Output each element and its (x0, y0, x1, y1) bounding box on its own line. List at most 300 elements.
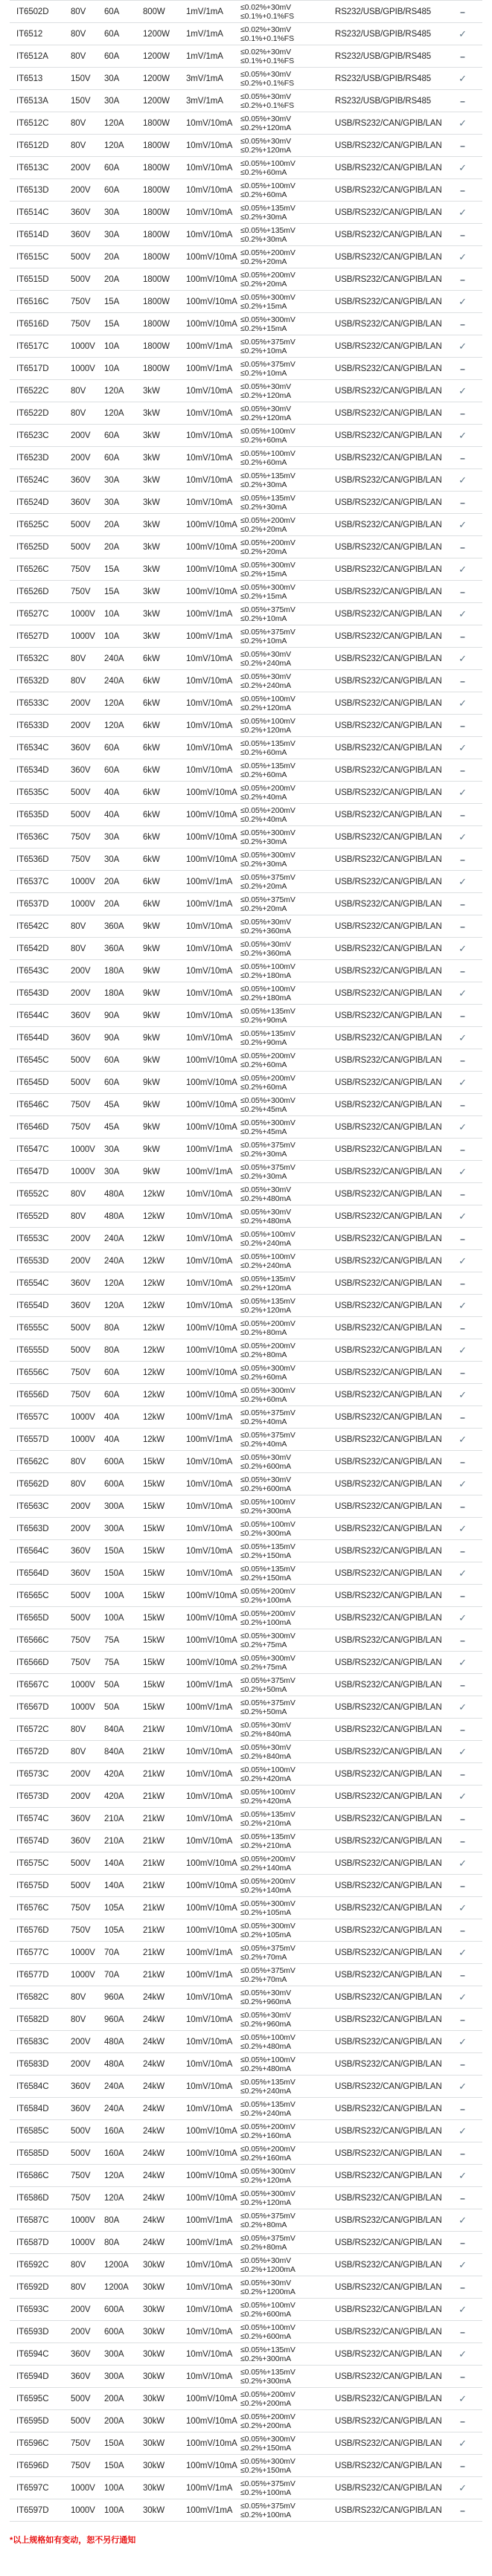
voltage-cell: 750V (71, 2461, 91, 2470)
accuracy-cell (240, 2366, 335, 2388)
accuracy-line: ≤0.2%+120mA (240, 703, 291, 712)
accuracy-cell (240, 1295, 335, 1317)
check-icon: ✓ (459, 206, 467, 218)
standard-cell (443, 1942, 482, 1964)
accuracy-line: ≤0.2%+60mA (240, 1082, 287, 1092)
accuracy-line: ≤0.2%+140mA (240, 1863, 291, 1873)
power-cell: 24kW (143, 1992, 164, 2002)
accuracy-cell (240, 1919, 335, 1942)
current-cell: 840A (104, 1747, 124, 1756)
current-cell: 100A (104, 1591, 124, 1600)
dash-icon: – (460, 675, 465, 686)
table-row (10, 2499, 482, 2522)
current-cell: 60A (104, 1368, 120, 1377)
table-row (10, 826, 482, 849)
accuracy-cell (240, 1964, 335, 1986)
interfaces-cell: USB/RS232/CAN/GPIB/LAN (335, 1501, 442, 1511)
accuracy-line: ≤0.05%+135mV (240, 1274, 295, 1284)
model-cell: IT6537C (16, 877, 49, 886)
standard-cell (443, 1049, 482, 1072)
interfaces-cell: USB/RS232/CAN/GPIB/LAN (335, 564, 442, 574)
table-row (10, 492, 482, 514)
resolution-cell: 10mV/10mA (186, 2305, 233, 2314)
accuracy-line: ≤0.05%+300mV (240, 315, 295, 324)
model-cell: IT6514D (16, 230, 49, 239)
current-cell: 480A (104, 2059, 124, 2069)
table-row (10, 2142, 482, 2165)
accuracy-line: ≤0.05%+30mV (240, 114, 291, 123)
accuracy-line: ≤0.05%+100mV (240, 158, 295, 168)
voltage-cell: 500V (71, 1055, 91, 1065)
accuracy-cell (240, 1317, 335, 1339)
check-icon: ✓ (459, 1478, 467, 1490)
accuracy-line: ≤0.2%+60mA (240, 457, 287, 467)
model-cell: IT6563D (16, 1524, 49, 1533)
table-row (10, 2187, 482, 2209)
standard-cell (443, 68, 482, 90)
standard-cell (443, 2009, 482, 2031)
interfaces-cell: USB/RS232/CAN/GPIB/LAN (335, 1412, 442, 1422)
voltage-cell: 1000V (71, 2238, 95, 2247)
table-row (10, 670, 482, 692)
power-cell: 21kW (143, 1769, 164, 1779)
model-cell: IT6542C (16, 921, 49, 931)
accuracy-cell (240, 1049, 335, 1072)
standard-cell (443, 1272, 482, 1295)
accuracy-cell (240, 1406, 335, 1429)
standard-cell (443, 1719, 482, 1741)
power-cell: 9kW (143, 921, 160, 931)
interfaces-cell: RS232/USB/GPIB/RS485 (335, 29, 432, 39)
current-cell: 100A (104, 2505, 124, 2515)
model-cell: IT6552C (16, 1189, 49, 1199)
accuracy-cell (240, 536, 335, 558)
power-cell: 6kW (143, 832, 160, 842)
current-cell: 160A (104, 2126, 124, 2136)
dash-icon: – (460, 898, 465, 909)
current-cell: 480A (104, 1189, 124, 1199)
resolution-cell: 100mV/10mA (186, 2416, 237, 2426)
current-cell: 60A (104, 765, 120, 775)
accuracy-cell (240, 1562, 335, 1585)
table-row (10, 1183, 482, 1205)
accuracy-line: ≤0.2%+240mA (240, 2086, 291, 2096)
power-cell: 12kW (143, 1189, 164, 1199)
check-icon: ✓ (459, 2169, 467, 2181)
current-cell: 20A (104, 252, 120, 262)
standard-cell (443, 2187, 482, 2209)
model-cell: IT6596C (16, 2438, 49, 2448)
standard-cell (443, 581, 482, 603)
power-cell: 15kW (143, 1568, 164, 1578)
standard-cell (443, 1652, 482, 1674)
interfaces-cell: USB/RS232/CAN/GPIB/LAN (335, 2015, 442, 2024)
accuracy-cell (240, 1250, 335, 1272)
interfaces-cell: USB/RS232/CAN/GPIB/LAN (335, 921, 442, 931)
current-cell: 150A (104, 1568, 124, 1578)
standard-cell (443, 45, 482, 68)
accuracy-line: ≤0.05%+135mV (240, 225, 295, 235)
check-icon: ✓ (459, 2258, 467, 2270)
model-cell: IT6575C (16, 1858, 49, 1868)
accuracy-line: ≤0.2%+50mA (240, 1684, 287, 1694)
resolution-cell: 100mV/1mA (186, 341, 233, 351)
dash-icon: – (460, 1099, 465, 1110)
dash-icon: – (460, 1835, 465, 1846)
interfaces-cell: USB/RS232/CAN/GPIB/LAN (335, 2059, 442, 2069)
accuracy-line: ≤0.2%+300mA (240, 1506, 291, 1516)
accuracy-cell (240, 447, 335, 469)
model-cell: IT6513C (16, 163, 49, 173)
standard-cell (443, 1228, 482, 1250)
accuracy-line: ≤0.2%+240mA (240, 658, 291, 668)
model-cell: IT6555D (16, 1345, 49, 1355)
resolution-cell: 10mV/10mA (186, 1011, 233, 1020)
current-cell: 20A (104, 520, 120, 529)
accuracy-cell (240, 715, 335, 737)
resolution-cell: 10mV/10mA (186, 2081, 233, 2091)
model-cell: IT6512C (16, 118, 49, 128)
accuracy-line: ≤0.05%+100mV (240, 716, 295, 726)
interfaces-cell: USB/RS232/CAN/GPIB/LAN (335, 498, 442, 507)
power-cell: 3kW (143, 609, 160, 619)
model-cell: IT6582D (16, 2015, 49, 2024)
accuracy-line: ≤0.2%+200mA (240, 2421, 291, 2430)
power-cell: 3kW (143, 386, 160, 396)
table-row (10, 425, 482, 447)
current-cell: 45A (104, 1122, 120, 1132)
model-cell: IT6532C (16, 654, 49, 663)
resolution-cell: 100mV/1mA (186, 1948, 233, 1957)
check-icon: ✓ (459, 2392, 467, 2404)
standard-cell (443, 982, 482, 1005)
table-row (10, 1339, 482, 1362)
table-row (10, 915, 482, 938)
resolution-cell: 10mV/10mA (186, 475, 233, 485)
standard-cell (443, 1161, 482, 1183)
dash-icon: – (460, 452, 465, 463)
resolution-cell: 100mV/10mA (186, 274, 237, 284)
accuracy-line: ≤0.05%+100mV (240, 694, 295, 703)
standard-cell (443, 380, 482, 402)
table-row (10, 804, 482, 826)
standard-cell (443, 960, 482, 982)
table-row (10, 759, 482, 782)
current-cell: 120A (104, 721, 124, 730)
accuracy-cell (240, 1986, 335, 2009)
current-cell: 50A (104, 1680, 120, 1690)
model-cell: IT6535D (16, 810, 49, 820)
model-cell: IT6566C (16, 1635, 49, 1645)
model-cell: IT6534D (16, 765, 49, 775)
voltage-cell: 500V (71, 2148, 91, 2158)
table-row (10, 1763, 482, 1786)
accuracy-cell (240, 871, 335, 893)
model-cell: IT6562C (16, 1457, 49, 1466)
check-icon: ✓ (459, 2482, 467, 2493)
accuracy-cell (240, 1518, 335, 1540)
accuracy-line: ≤0.2%+10mA (240, 636, 287, 645)
power-cell: 9kW (143, 966, 160, 976)
interfaces-cell: USB/RS232/CAN/GPIB/LAN (335, 877, 442, 886)
accuracy-cell (240, 2254, 335, 2276)
table-row (10, 558, 482, 581)
voltage-cell: 750V (71, 832, 91, 842)
voltage-cell: 1000V (71, 2505, 95, 2515)
accuracy-line: ≤0.05%+200mV (240, 2389, 295, 2399)
accuracy-cell (240, 938, 335, 960)
accuracy-cell (240, 2499, 335, 2522)
voltage-cell: 200V (71, 1234, 91, 1243)
voltage-cell: 1000V (71, 609, 95, 619)
accuracy-line: ≤0.2%+70mA (240, 1952, 287, 1962)
check-icon: ✓ (459, 1165, 467, 1177)
table-row (10, 2321, 482, 2343)
interfaces-cell: USB/RS232/CAN/GPIB/LAN (335, 163, 442, 173)
standard-cell (443, 1875, 482, 1897)
accuracy-line: ≤0.2%+15mA (240, 591, 287, 601)
table-row (10, 715, 482, 737)
voltage-cell: 750V (71, 1658, 91, 1667)
accuracy-cell (240, 1652, 335, 1674)
voltage-cell: 1000V (71, 1970, 95, 1980)
standard-cell (443, 1295, 482, 1317)
interfaces-cell: USB/RS232/CAN/GPIB/LAN (335, 1479, 442, 1489)
voltage-cell: 750V (71, 1925, 91, 1935)
voltage-cell: 200V (71, 2327, 91, 2337)
voltage-cell: 1000V (71, 877, 95, 886)
standard-cell (443, 871, 482, 893)
model-cell: IT6595C (16, 2394, 49, 2403)
power-cell: 21kW (143, 1925, 164, 1935)
current-cell: 60A (104, 1055, 120, 1065)
power-cell: 9kW (143, 1078, 160, 1087)
accuracy-line: ≤0.2%+75mA (240, 1640, 287, 1649)
resolution-cell: 10mV/10mA (186, 676, 233, 686)
model-cell: IT6563C (16, 1501, 49, 1511)
accuracy-line: ≤0.2%+20mA (240, 904, 287, 913)
resolution-cell: 100mV/10mA (186, 542, 237, 552)
voltage-cell: 80V (71, 141, 86, 150)
standard-cell (443, 1116, 482, 1139)
dash-icon: – (460, 1590, 465, 1601)
current-cell: 60A (104, 7, 120, 16)
standard-cell (443, 2366, 482, 2388)
accuracy-line: ≤0.05%+300mV (240, 1921, 295, 1931)
power-cell: 6kW (143, 765, 160, 775)
resolution-cell: 100mV/10mA (186, 810, 237, 820)
accuracy-line: ≤0.2%+20mA (240, 547, 287, 556)
dash-icon: – (460, 2326, 465, 2337)
standard-cell (443, 1986, 482, 2009)
current-cell: 480A (104, 1211, 124, 1221)
accuracy-cell (240, 1027, 335, 1049)
interfaces-cell: USB/RS232/CAN/GPIB/LAN (335, 431, 442, 440)
voltage-cell: 500V (71, 542, 91, 552)
power-cell: 15kW (143, 1680, 164, 1690)
standard-cell (443, 1317, 482, 1339)
accuracy-line: ≤0.05%+135mV (240, 1564, 295, 1574)
accuracy-line: ≤0.2%+150mA (240, 1551, 291, 1560)
dash-icon: – (460, 1501, 465, 1512)
interfaces-cell: USB/RS232/CAN/GPIB/LAN (335, 1769, 442, 1779)
dash-icon: – (460, 965, 465, 976)
accuracy-cell (240, 849, 335, 871)
dash-icon: – (460, 140, 465, 151)
model-cell: IT6577C (16, 1948, 49, 1957)
accuracy-line: ≤0.2%+300mA (240, 2376, 291, 2386)
voltage-cell: 750V (71, 297, 91, 306)
model-cell: IT6517D (16, 364, 49, 373)
current-cell: 60A (104, 1390, 120, 1400)
power-cell: 9kW (143, 1033, 160, 1043)
model-cell: IT6574D (16, 1836, 49, 1846)
accuracy-cell (240, 2187, 335, 2209)
accuracy-line: ≤0.2%+15mA (240, 569, 287, 579)
power-cell: 6kW (143, 810, 160, 820)
accuracy-line: ≤0.05%+300mV (240, 2434, 295, 2444)
accuracy-line: ≤0.05%+300mV (240, 1631, 295, 1640)
accuracy-line: ≤0.05%+30mV (240, 672, 291, 681)
voltage-cell: 200V (71, 721, 91, 730)
current-cell: 80A (104, 1323, 120, 1333)
interfaces-cell: USB/RS232/CAN/GPIB/LAN (335, 207, 442, 217)
accuracy-cell (240, 2410, 335, 2432)
accuracy-line: ≤0.05%+200mV (240, 2122, 295, 2131)
table-row (10, 179, 482, 202)
voltage-cell: 750V (71, 1635, 91, 1645)
standard-cell (443, 1451, 482, 1473)
dash-icon: – (460, 586, 465, 597)
check-icon: ✓ (459, 1388, 467, 1400)
voltage-cell: 80V (71, 944, 86, 953)
model-cell: IT6553C (16, 1234, 49, 1243)
accuracy-line: ≤0.05%+30mV (240, 1207, 291, 1217)
model-cell: IT6566D (16, 1658, 49, 1667)
model-cell: IT6547D (16, 1167, 49, 1176)
model-cell: IT6565C (16, 1591, 49, 1600)
dash-icon: – (460, 2058, 465, 2070)
model-cell: IT6594C (16, 2349, 49, 2359)
resolution-cell: 100mV/10mA (186, 1078, 237, 1087)
accuracy-line: ≤0.05%+200mV (240, 1854, 295, 1864)
voltage-cell: 1000V (71, 1680, 95, 1690)
model-cell: IT6572C (16, 1725, 49, 1734)
interfaces-cell: USB/RS232/CAN/GPIB/LAN (335, 1011, 442, 1020)
check-icon: ✓ (459, 2080, 467, 2092)
accuracy-line: ≤0.2%+480mA (240, 2064, 291, 2073)
power-cell: 1200W (143, 96, 170, 106)
accuracy-line: ≤0.2%+180mA (240, 970, 291, 980)
model-cell: IT6523C (16, 431, 49, 440)
resolution-cell: 100mV/1mA (186, 2215, 233, 2225)
check-icon: ✓ (459, 1946, 467, 1958)
resolution-cell: 10mV/10mA (186, 1256, 233, 1266)
accuracy-line: ≤0.05%+100mV (240, 1229, 295, 1239)
power-cell: 1800W (143, 118, 170, 128)
standard-cell (443, 425, 482, 447)
interfaces-cell: USB/RS232/CAN/GPIB/LAN (335, 1167, 442, 1176)
interfaces-cell: USB/RS232/CAN/GPIB/LAN (335, 2126, 442, 2136)
power-cell: 1200W (143, 51, 170, 61)
power-cell: 1800W (143, 252, 170, 262)
accuracy-line: ≤0.2%+50mA (240, 1707, 287, 1716)
standard-cell (443, 1741, 482, 1763)
check-icon: ✓ (459, 831, 467, 843)
resolution-cell: 10mV/10mA (186, 1814, 233, 1823)
model-cell: IT6557D (16, 1434, 49, 1444)
voltage-cell: 360V (71, 2104, 91, 2113)
dash-icon: – (460, 1010, 465, 1021)
dash-icon: – (460, 408, 465, 419)
check-icon: ✓ (459, 987, 467, 999)
voltage-cell: 80V (71, 1211, 86, 1221)
model-cell: IT6545C (16, 1055, 49, 1065)
resolution-cell: 100mV/10mA (186, 319, 237, 329)
resolution-cell: 100mV/1mA (186, 631, 233, 641)
table-row (10, 2120, 482, 2142)
current-cell: 20A (104, 274, 120, 284)
accuracy-line: ≤0.2%+120mA (240, 1305, 291, 1315)
current-cell: 30A (104, 1144, 120, 1154)
accuracy-line: ≤0.05%+300mV (240, 2166, 295, 2176)
standard-cell (443, 2499, 482, 2522)
model-cell: IT6537D (16, 899, 49, 909)
accuracy-cell (240, 246, 335, 268)
interfaces-cell: USB/RS232/CAN/GPIB/LAN (335, 1234, 442, 1243)
interfaces-cell: RS232/USB/GPIB/RS485 (335, 96, 432, 106)
accuracy-line: ≤0.2%+60mA (240, 1394, 287, 1404)
power-cell: 1800W (143, 230, 170, 239)
model-cell: IT6562D (16, 1479, 49, 1489)
power-cell: 6kW (143, 698, 160, 708)
accuracy-line: ≤0.05%+100mV (240, 1252, 295, 1261)
table-row (10, 1205, 482, 1228)
accuracy-line: ≤0.05%+30mV (240, 917, 291, 927)
accuracy-line: ≤0.05%+135mV (240, 471, 295, 480)
table-row (10, 960, 482, 982)
voltage-cell: 80V (71, 1992, 86, 2002)
current-cell: 360A (104, 944, 124, 953)
table-row (10, 202, 482, 224)
check-icon: ✓ (459, 295, 467, 307)
current-cell: 600A (104, 1479, 124, 1489)
standard-cell (443, 2076, 482, 2098)
dash-icon: – (460, 2237, 465, 2248)
accuracy-line: ≤0.05%+135mV (240, 1809, 295, 1819)
model-cell: IT6572D (16, 1747, 49, 1756)
accuracy-line: ≤0.05%+200mV (240, 1318, 295, 1328)
dash-icon: – (460, 1278, 465, 1289)
interfaces-cell: USB/RS232/CAN/GPIB/LAN (335, 230, 442, 239)
standard-cell (443, 1094, 482, 1116)
accuracy-line: ≤0.2%+30mA (240, 1149, 287, 1159)
model-cell: IT6597C (16, 2483, 49, 2493)
voltage-cell: 360V (71, 2371, 91, 2381)
table-row (10, 1451, 482, 1473)
power-cell: 30kW (143, 2505, 164, 2515)
current-cell: 105A (104, 1925, 124, 1935)
dash-icon: – (460, 1054, 465, 1066)
accuracy-line: ≤0.2%+210mA (240, 1818, 291, 1828)
accuracy-cell (240, 960, 335, 982)
table-row (10, 402, 482, 425)
voltage-cell: 200V (71, 1524, 91, 1533)
accuracy-line: ≤0.2%+300mA (240, 2354, 291, 2363)
voltage-cell: 200V (71, 2037, 91, 2047)
accuracy-cell (240, 23, 335, 45)
accuracy-line: ≤0.2%+40mA (240, 792, 287, 802)
